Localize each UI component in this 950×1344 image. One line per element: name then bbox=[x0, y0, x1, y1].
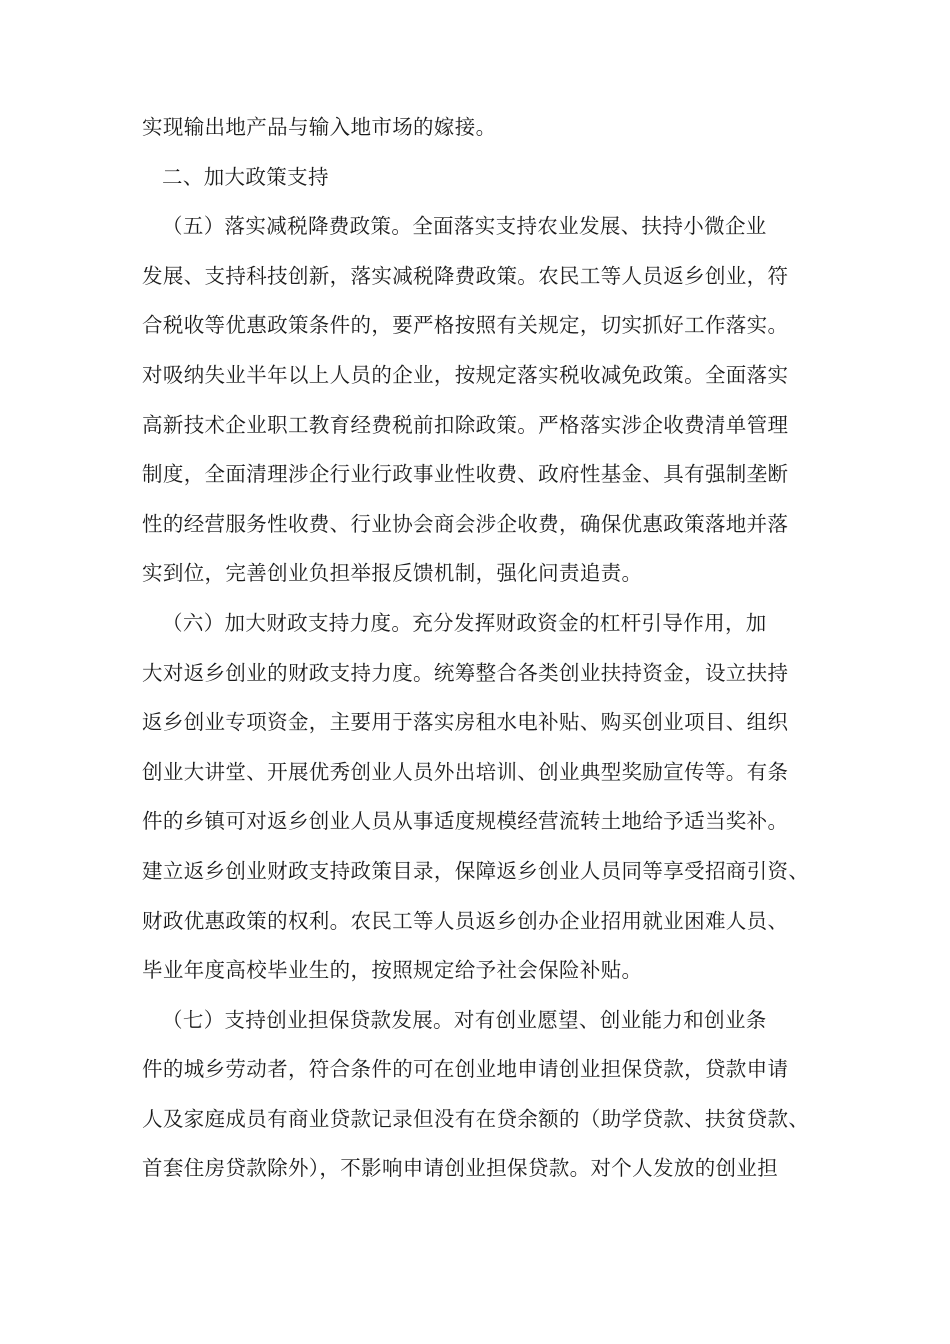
paragraph-line: 实到位，完善创业负担举报反馈机制，强化问责追责。 bbox=[142, 561, 643, 586]
paragraph-line: 合税收等优惠政策条件的，要严格按照有关规定，切实抓好工作落实。 bbox=[142, 313, 789, 338]
paragraph-line: 件的城乡劳动者，符合条件的可在创业地申请创业担保贷款，贷款申请 bbox=[142, 1057, 789, 1082]
paragraph-line: 返乡创业专项资金，主要用于落实房租水电补贴、购买创业项目、组织 bbox=[142, 710, 789, 735]
paragraph-line: 件的乡镇可对返乡创业人员从事适度规模经营流转土地给予适当奖补。 bbox=[142, 809, 789, 834]
paragraph-line: 对吸纳失业半年以上人员的企业，按规定落实税收减免政策。全面落实 bbox=[142, 362, 789, 387]
paragraph-line: 大对返乡创业的财政支持力度。统筹整合各类创业扶持资金，设立扶持 bbox=[142, 660, 789, 685]
paragraph-line: 高新技术企业职工教育经费税前扣除政策。严格落实涉企收费清单管理 bbox=[142, 412, 789, 437]
paragraph-line: 实现输出地产品与输入地市场的嫁接。 bbox=[142, 115, 497, 139]
paragraph-line: （七）支持创业担保贷款发展。对有创业愿望、创业能力和创业条 bbox=[162, 1007, 767, 1032]
paragraph-line: 性的经营服务性收费、行业协会商会涉企收费，确保优惠政策落地并落 bbox=[142, 511, 789, 536]
paragraph-line: 财政优惠政策的权利。农民工等人员返乡创办企业招用就业困难人员、 bbox=[142, 908, 789, 933]
paragraph-line: 创业大讲堂、开展优秀创业人员外出培训、创业典型奖励宣传等。有条 bbox=[142, 759, 789, 784]
paragraph-line: （五）落实减税降费政策。全面落实支持农业发展、扶持小微企业 bbox=[162, 214, 767, 239]
section-heading: 二、加大政策支持 bbox=[162, 164, 329, 189]
paragraph-line: 人及家庭成员有商业贷款记录但没有在贷余额的（助学贷款、扶贫贷款、 bbox=[142, 1106, 810, 1131]
paragraph-line: 发展、支持科技创新，落实减税降费政策。农民工等人员返乡创业，符 bbox=[142, 263, 789, 288]
paragraph-line: 制度，全面清理涉企行业行政事业性收费、政府性基金、具有强制垄断 bbox=[142, 462, 789, 487]
paragraph-line: （六）加大财政支持力度。充分发挥财政资金的杠杆引导作用，加 bbox=[162, 610, 767, 635]
paragraph-line: 毕业年度高校毕业生的，按照规定给予社会保险补贴。 bbox=[142, 958, 643, 983]
document-body bbox=[142, 103, 818, 1194]
paragraph-line: 建立返乡创业财政支持政策目录，保障返乡创业人员同等享受招商引资、 bbox=[142, 858, 810, 883]
paragraph-line: 首套住房贷款除外），不影响申请创业担保贷款。对个人发放的创业担 bbox=[142, 1156, 779, 1181]
